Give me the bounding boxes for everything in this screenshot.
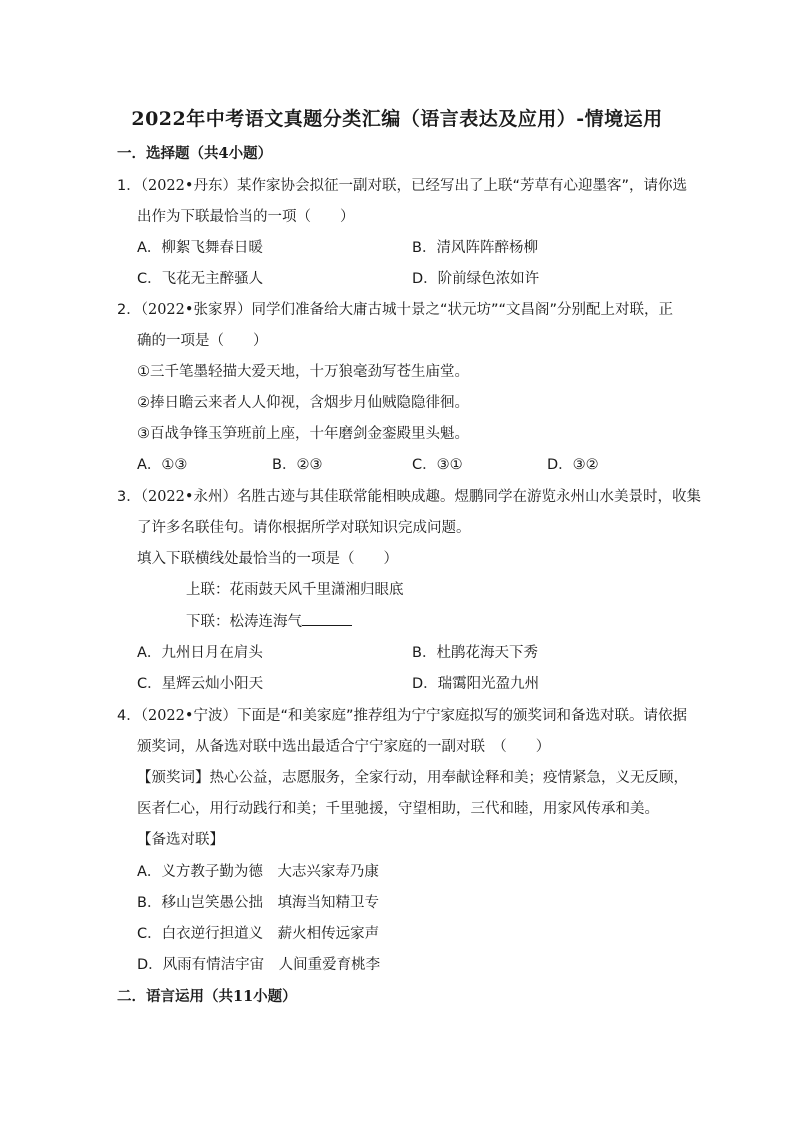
question-4-source: （2022•宁波） [140,708,237,724]
question-4-award-line-2: 医者仁心，用行动践行和美；千里驰援，守望相助，三代和睦，用家风传承和美。 [137,801,659,817]
question-4-couplet-label: 【备选对联】 [137,832,224,848]
question-4-option-d: D．风雨有情洁宇宙 人间重爱育桃李 [137,957,381,973]
question-3-lower-text: 下联：松涛连海气 [186,614,302,630]
question-3-line-2: 了许多名联佳句。请你根据所学对联知识完成问题。 [137,520,471,536]
question-1-option-d: D．阶前绿色浓如许 [412,271,540,287]
question-3-stem: 名胜古迹与其佳联常能相映成趣。煜鹏同学在游览永州山水美景时，收集 [236,489,701,505]
question-2-line-2: 确的一项是（ ） [137,333,268,349]
section-heading-choice: 一．选择题（共4小题） [117,145,273,162]
question-1-source: （2022•丹东） [140,178,237,194]
question-3-option-c: C．星辉云灿小阳天 [137,676,264,692]
question-3-option-d: D．瑞霭阳光盈九州 [412,676,540,692]
question-3-number: 3． [117,489,141,505]
question-1-stem: 某作家协会拟征一副对联，已经写出了上联“芳草有心迎墨客”，请你选 [236,178,687,194]
question-4-number: 4． [117,708,141,724]
question-2-option-d: D．③② [547,457,599,473]
question-3-prompt: 填入下联横线处最恰当的一项是（ ） [137,551,398,567]
question-3-source: （2022•永州） [140,489,237,505]
question-3-upper-couplet: 上联：花雨鼓天风千里潇湘归眼底 [186,582,404,598]
question-4-option-c: C．白衣逆行担道义 薪火相传远家声 [137,926,380,942]
question-3-option-b: B．杜鹃花海天下秀 [412,645,538,661]
question-2-source: （2022•张家界） [140,302,252,318]
question-1-line-1 [117,176,687,196]
question-3-line-1 [117,487,701,507]
question-2-item-2: ②捧日瞻云来者人人仰视，含烟步月仙贼隐隐徘徊。 [137,395,469,411]
question-1-number: 1． [117,178,141,194]
question-3-lower-couplet [186,611,352,632]
question-2-item-1: ①三千笔墨轻描大爱天地，十万狼毫劲写苍生庙堂。 [137,364,469,380]
question-4-award-line-1: 【颁奖词】热心公益，志愿服务，全家行动，用奉献诠释和美；疫情紧急，义无反顾， [137,770,688,786]
question-4-stem: 下面是“和美家庭”推荐组为宁宁家庭拟写的颁奖词和备选对联。请依据 [236,708,687,724]
question-2-option-c: C．③① [412,457,463,473]
question-2-option-b: B．②③ [272,457,323,473]
question-1-option-c: C．飞花无主醉骚人 [137,271,264,287]
section-heading-language-use: 二．语言运用（共11小题） [117,988,297,1005]
question-4-line-1 [117,706,687,726]
question-4-line-2: 颁奖词，从备选对联中选出最适合宁宁家庭的一副对联 （ ） [137,739,551,755]
question-2-line-1 [117,300,673,320]
question-3-option-a: A．九州日月在肩头 [137,645,263,661]
question-1-line-2: 出作为下联最恰当的一项（ ） [137,209,355,225]
page-title: 2022年中考语文真题分类汇编（语言表达及应用）-情境运用 [131,108,663,130]
question-2-option-a: A．①③ [137,457,188,473]
question-4-option-b: B．移山岂笑愚公拙 填海当知精卫专 [137,895,379,911]
question-2-stem: 同学们准备给大庸古城十景之“状元坊”“文昌阁”分别配上对联，正 [251,302,673,318]
question-2-number: 2． [117,302,141,318]
answer-blank [302,611,352,626]
question-1-option-a: A．柳絮飞舞春日暖 [137,240,263,256]
question-4-option-a: A．义方教子勤为德 大志兴家寿乃康 [137,864,379,880]
question-1-option-b: B．清风阵阵醉杨柳 [412,240,538,256]
question-2-item-3: ③百战争锋玉笋班前上座，十年磨剑金銮殿里头魁。 [137,426,469,442]
